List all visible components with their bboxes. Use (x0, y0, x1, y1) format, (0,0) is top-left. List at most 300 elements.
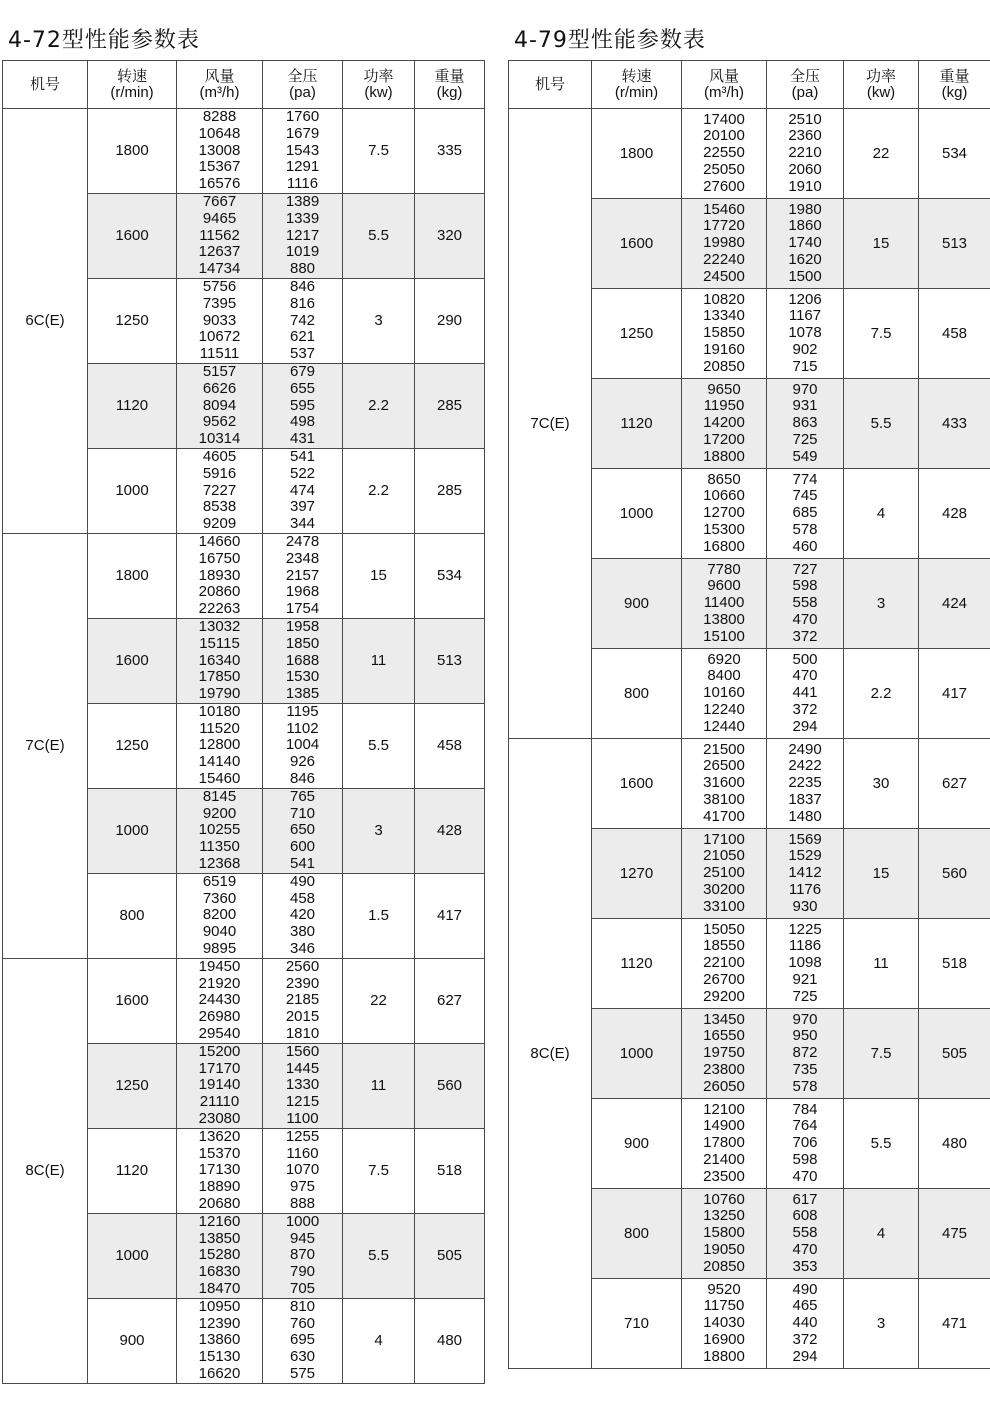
pressure-cell-value: 344 (289, 515, 316, 533)
flow-cell-value: 13250 (703, 1207, 745, 1225)
pressure-cell-value: 500 (792, 650, 818, 668)
speed-cell: 1000 (88, 788, 177, 873)
pressure-cell (767, 559, 844, 649)
flow-cell-value: 6920 (707, 650, 741, 668)
pressure-cell-value: 1445 (285, 1059, 320, 1077)
pressure-cell-value: 2510 (788, 110, 822, 128)
pressure-cell-value: 600 (289, 838, 316, 856)
table-row (3, 958, 485, 1043)
speed-cell: 1000 (88, 1213, 177, 1298)
pressure-cell-value: 372 (792, 627, 818, 645)
pressure-cell-value: 2060 (788, 160, 822, 178)
pressure-cell-value: 888 (289, 1195, 316, 1212)
flow-cell-value: 22240 (703, 250, 745, 268)
header-row (3, 61, 485, 109)
flow-cell-value: 17720 (703, 217, 745, 235)
pressure-cell-value: 1176 (788, 880, 822, 898)
weight-cell: 505 (415, 1213, 485, 1298)
speed-cell: 900 (88, 1298, 177, 1383)
col-header-weight: 重量 (kg) (415, 61, 485, 109)
pressure-cell (263, 703, 343, 788)
flow-cell-value: 18930 (198, 566, 241, 584)
flow-cell-value: 12440 (703, 717, 745, 735)
flow-cell-value: 8650 (707, 470, 741, 488)
flow-cell-value: 33100 (703, 897, 745, 915)
pressure-cell-value: 1412 (788, 864, 822, 882)
weight-cell: 285 (415, 448, 485, 533)
pressure-cell-value: 470 (792, 667, 818, 685)
weight-cell: 627 (415, 958, 485, 1043)
flow-cell-value: 15050 (703, 920, 745, 938)
power-cell: 7.5 (844, 289, 919, 379)
power-cell: 15 (343, 533, 415, 618)
pressure-cell-value: 578 (792, 520, 818, 538)
flow-cell-value: 19980 (703, 234, 745, 252)
flow-cell-value: 18470 (198, 1279, 241, 1297)
weight-cell: 290 (415, 278, 485, 363)
weight-cell: 475 (919, 1189, 990, 1279)
speed-cell: 1120 (88, 363, 177, 448)
flow-cell-value: 14660 (198, 533, 241, 550)
flow-cell-value: 23080 (198, 1110, 241, 1128)
flow-cell-value: 4605 (202, 448, 237, 465)
flow-cell-value: 20860 (198, 583, 241, 601)
flow-cell-value: 9895 (202, 940, 237, 958)
power-cell: 11 (343, 1043, 415, 1128)
flow-cell (682, 739, 767, 829)
pressure-cell-value: 537 (289, 345, 316, 363)
pressure-cell-value: 2560 (285, 958, 320, 975)
flow-cell-value: 12160 (198, 1213, 241, 1230)
pressure-cell-value: 294 (792, 717, 818, 735)
speed-cell: 1000 (592, 1009, 682, 1099)
flow-cell-value: 10255 (198, 821, 241, 839)
pressure-cell-value: 846 (289, 770, 316, 788)
flow-cell-value: 23800 (703, 1060, 745, 1078)
flow-cell-value: 9209 (202, 515, 237, 533)
pressure-cell-value: 705 (289, 1279, 316, 1297)
pressure-cell (263, 109, 343, 194)
flow-cell-value: 16550 (703, 1027, 745, 1045)
weight-cell: 480 (415, 1298, 485, 1383)
speed-cell: 1800 (88, 109, 177, 194)
flow-cell-value: 12390 (198, 1314, 241, 1332)
flow-cell-value: 9520 (707, 1280, 741, 1298)
pressure-cell-value: 679 (289, 363, 316, 380)
pressure-cell-value: 598 (792, 577, 818, 595)
weight-cell: 458 (415, 703, 485, 788)
flow-cell-value: 7667 (202, 193, 237, 210)
flow-cell-value: 14140 (198, 753, 241, 771)
power-cell: 5.5 (844, 1099, 919, 1189)
flow-cell-value: 24430 (198, 991, 241, 1009)
table-row (3, 109, 485, 194)
pressure-cell (767, 1189, 844, 1279)
pressure-cell-value: 522 (289, 464, 316, 482)
flow-cell-value: 41700 (703, 807, 745, 825)
weight-cell: 513 (919, 199, 990, 289)
flow-cell-value: 7227 (202, 481, 237, 499)
flow-cell-value: 25100 (703, 864, 745, 882)
model-cell: 8C(E) (509, 739, 592, 1369)
pressure-cell-value: 1291 (285, 158, 320, 176)
flow-cell (177, 533, 263, 618)
weight-cell: 534 (919, 109, 990, 199)
pressure-cell-value: 870 (289, 1246, 316, 1264)
flow-cell-value: 16340 (198, 651, 241, 669)
pressure-cell-value: 945 (289, 1229, 316, 1247)
flow-cell-value: 26980 (198, 1008, 241, 1026)
flow-cell (682, 1279, 767, 1369)
power-cell: 4 (343, 1298, 415, 1383)
flow-cell-value: 10648 (198, 124, 241, 142)
flow-cell (177, 363, 263, 448)
speed-cell: 1000 (592, 469, 682, 559)
flow-cell (177, 788, 263, 873)
flow-cell-value: 10760 (703, 1190, 745, 1208)
flow-cell-value: 30200 (703, 880, 745, 898)
flow-cell (177, 1128, 263, 1213)
flow-cell-value: 8400 (707, 667, 741, 685)
flow-cell-value: 19140 (198, 1076, 241, 1094)
col-header-pressure: 全压 (pa) (263, 61, 343, 109)
flow-cell (177, 1298, 263, 1383)
weight-cell: 428 (415, 788, 485, 873)
flow-cell-value: 15115 (199, 634, 240, 652)
flow-cell-value: 12800 (198, 736, 241, 754)
flow-cell-value: 9600 (707, 577, 741, 595)
pressure-cell (767, 1099, 844, 1189)
pressure-cell-value: 902 (792, 340, 818, 358)
pressure-cell-value: 1860 (788, 217, 822, 235)
speed-cell: 710 (592, 1279, 682, 1369)
power-cell: 22 (844, 109, 919, 199)
flow-cell-value: 18550 (703, 937, 745, 955)
flow-cell-value: 25050 (703, 160, 745, 178)
pressure-cell-value: 725 (792, 987, 818, 1005)
pressure-cell-value: 458 (289, 889, 316, 907)
speed-cell: 1120 (592, 919, 682, 1009)
pressure-cell-value: 1100 (286, 1110, 319, 1128)
table-title: 4-72型性能参数表 (8, 28, 200, 53)
pressure-cell-value: 372 (792, 1330, 818, 1348)
pressure-cell-value: 810 (289, 1298, 316, 1315)
pressure-cell-value: 1004 (285, 736, 320, 754)
weight-cell: 424 (919, 559, 990, 649)
flow-cell-value: 14734 (198, 260, 241, 278)
col-header-pressure: 全压 (pa) (767, 61, 844, 109)
flow-cell-value: 11350 (199, 838, 240, 856)
pressure-cell-value: 2390 (285, 974, 320, 992)
pressure-cell-value: 441 (792, 684, 818, 702)
flow-cell-value: 9650 (707, 380, 741, 398)
weight-cell: 513 (415, 618, 485, 703)
flow-cell-value: 22263 (198, 600, 241, 618)
pressure-cell-value: 294 (792, 1347, 818, 1365)
flow-cell-value: 11562 (199, 226, 240, 244)
pressure-cell-value: 863 (792, 414, 818, 432)
pressure-cell-value: 1620 (788, 250, 822, 268)
col-header-power: 功率 (kw) (343, 61, 415, 109)
pressure-cell-value: 742 (289, 311, 316, 329)
pressure-cell-value: 1810 (285, 1025, 320, 1043)
pressure-cell-value: 498 (289, 413, 316, 431)
weight-cell: 458 (919, 289, 990, 379)
pressure-cell-value: 715 (792, 357, 818, 375)
power-cell: 2.2 (343, 363, 415, 448)
flow-cell-value: 12700 (703, 504, 745, 522)
pressure-cell-value: 816 (289, 294, 316, 312)
pressure-cell (767, 1009, 844, 1099)
flow-cell-value: 17100 (703, 830, 745, 848)
flow-cell-value: 12240 (703, 700, 745, 718)
pressure-cell-value: 1688 (285, 651, 320, 669)
flow-cell-value: 8145 (202, 788, 237, 805)
pressure-cell (767, 469, 844, 559)
flow-cell-value: 15130 (198, 1348, 241, 1366)
flow-cell (682, 919, 767, 1009)
power-cell: 5.5 (343, 703, 415, 788)
pressure-cell (263, 448, 343, 533)
flow-cell-value: 16900 (703, 1330, 745, 1348)
col-header-power: 功率 (kw) (844, 61, 919, 109)
flow-cell-value: 8094 (202, 396, 237, 414)
flow-cell-value: 10672 (198, 328, 241, 346)
pressure-cell-value: 1760 (285, 108, 320, 125)
pressure-cell-value: 926 (289, 753, 316, 771)
flow-cell-value: 21050 (703, 847, 745, 865)
pressure-cell-value: 790 (289, 1263, 316, 1281)
model-cell: 7C(E) (509, 109, 592, 739)
col-header-speed: 转速 (r/min) (88, 61, 177, 109)
flow-cell-value: 15367 (198, 158, 241, 176)
power-cell: 4 (844, 1189, 919, 1279)
pressure-cell-value: 760 (289, 1314, 316, 1332)
flow-cell-value: 11520 (199, 719, 240, 737)
table-body (3, 109, 485, 1384)
flow-cell-value: 20680 (198, 1195, 241, 1212)
pressure-cell-value: 1968 (285, 583, 320, 601)
weight-cell: 285 (415, 363, 485, 448)
flow-cell-value: 7780 (707, 560, 741, 578)
pressure-cell-value: 1000 (285, 1213, 320, 1230)
pressure-cell-value: 1740 (788, 234, 822, 252)
flow-cell-value: 19160 (703, 340, 745, 358)
weight-cell: 417 (919, 649, 990, 739)
model-cell: 8C(E) (3, 958, 88, 1383)
flow-cell-value: 10180 (198, 703, 241, 720)
pressure-cell-value: 950 (792, 1027, 818, 1045)
header-row (509, 61, 990, 109)
flow-cell-value: 13340 (703, 307, 745, 325)
flow-cell (177, 703, 263, 788)
flow-cell-value: 15800 (703, 1224, 745, 1242)
pressure-cell-value: 975 (289, 1178, 316, 1196)
flow-cell-value: 10950 (198, 1298, 241, 1315)
flow-cell-value: 15200 (198, 1043, 241, 1060)
flow-cell-value: 21110 (199, 1093, 240, 1111)
speed-cell: 1250 (88, 1043, 177, 1128)
pressure-cell-value: 541 (289, 448, 316, 465)
pressure-cell (767, 199, 844, 289)
flow-cell (682, 289, 767, 379)
pressure-cell-value: 470 (792, 1167, 818, 1185)
power-cell: 30 (844, 739, 919, 829)
weight-cell: 627 (919, 739, 990, 829)
flow-cell-value: 10160 (703, 684, 745, 702)
pressure-cell (263, 618, 343, 703)
flow-cell (682, 1009, 767, 1099)
power-cell: 3 (844, 559, 919, 649)
speed-cell: 1250 (88, 703, 177, 788)
flow-cell-value: 15300 (703, 520, 745, 538)
pressure-cell-value: 685 (792, 504, 818, 522)
speed-cell: 800 (592, 649, 682, 739)
spec-table-4-79 (508, 60, 990, 1369)
flow-cell (682, 469, 767, 559)
pressure-cell (263, 788, 343, 873)
flow-cell (177, 278, 263, 363)
col-header-speed: 转速 (r/min) (592, 61, 682, 109)
speed-cell: 1600 (88, 618, 177, 703)
pressure-cell-value: 1255 (285, 1128, 320, 1145)
pressure-cell-value: 872 (792, 1044, 818, 1062)
flow-cell (177, 448, 263, 533)
model-cell: 7C(E) (3, 533, 88, 958)
flow-cell (177, 1043, 263, 1128)
pressure-cell-value: 2478 (285, 533, 320, 550)
pressure-cell (767, 919, 844, 1009)
flow-cell-value: 18890 (198, 1178, 241, 1196)
power-cell: 4 (844, 469, 919, 559)
pressure-cell-value: 710 (289, 804, 316, 822)
pressure-cell-value: 474 (289, 481, 316, 499)
flow-cell-value: 11950 (703, 397, 745, 415)
flow-cell-value: 11750 (703, 1297, 745, 1315)
pressure-cell-value: 1754 (285, 600, 320, 618)
pressure-cell-value: 595 (289, 396, 316, 414)
flow-cell-value: 22100 (703, 954, 745, 972)
pressure-cell-value: 420 (289, 906, 316, 924)
pressure-cell-value: 1070 (285, 1161, 320, 1179)
flow-cell-value: 16576 (198, 175, 241, 193)
pressure-cell-value: 558 (792, 1224, 818, 1242)
weight-cell: 335 (415, 109, 485, 194)
flow-cell-value: 22550 (703, 144, 745, 162)
weight-cell: 480 (919, 1099, 990, 1189)
pressure-cell-value: 440 (792, 1314, 818, 1332)
pressure-cell-value: 970 (792, 380, 818, 398)
flow-cell-value: 27600 (703, 177, 745, 195)
power-cell: 3 (844, 1279, 919, 1369)
pressure-cell-value: 346 (289, 940, 316, 958)
pressure-cell-value: 1330 (285, 1076, 320, 1094)
speed-cell: 1600 (88, 958, 177, 1043)
power-cell: 5.5 (343, 193, 415, 278)
pressure-cell-value: 745 (792, 487, 818, 505)
flow-cell-value: 20850 (703, 357, 745, 375)
pressure-cell-value: 1098 (788, 954, 822, 972)
pressure-cell (263, 1213, 343, 1298)
flow-cell (682, 649, 767, 739)
pressure-cell-value: 549 (792, 447, 818, 465)
pressure-cell-value: 2348 (285, 549, 320, 567)
speed-cell: 900 (592, 1099, 682, 1189)
flow-cell (177, 1213, 263, 1298)
table-row (509, 739, 990, 829)
flow-cell-value: 11511 (199, 345, 240, 363)
pressure-cell (263, 278, 343, 363)
speed-cell: 1800 (592, 109, 682, 199)
flow-cell-value: 5916 (202, 464, 237, 482)
pressure-cell-value: 2157 (285, 566, 320, 584)
speed-cell: 1000 (88, 448, 177, 533)
flow-cell-value: 20100 (703, 127, 745, 145)
pressure-cell-value: 1102 (286, 719, 319, 737)
pressure-cell-value: 465 (792, 1297, 818, 1315)
speed-cell: 1250 (592, 289, 682, 379)
pressure-cell (263, 873, 343, 958)
weight-cell: 417 (415, 873, 485, 958)
weight-cell: 560 (415, 1043, 485, 1128)
flow-cell-value: 21400 (703, 1150, 745, 1168)
speed-cell: 1270 (592, 829, 682, 919)
table-row (509, 109, 990, 199)
pressure-cell (263, 193, 343, 278)
weight-cell: 505 (919, 1009, 990, 1099)
pressure-cell-value: 1019 (285, 243, 320, 261)
pressure-cell-value: 1116 (286, 175, 319, 193)
flow-cell-value: 8200 (202, 906, 237, 924)
pressure-cell-value: 1529 (788, 847, 822, 865)
speed-cell: 1600 (592, 199, 682, 289)
pressure-cell-value: 2422 (788, 757, 822, 775)
flow-cell-value: 20850 (703, 1257, 745, 1275)
flow-cell-value: 17400 (703, 110, 745, 128)
power-cell: 22 (343, 958, 415, 1043)
pressure-cell-value: 1980 (788, 200, 822, 218)
flow-cell-value: 9465 (202, 209, 237, 227)
flow-cell-value: 16800 (703, 537, 745, 555)
flow-cell-value: 29540 (198, 1025, 241, 1043)
table-body (509, 109, 990, 1369)
power-cell: 2.2 (343, 448, 415, 533)
pressure-cell-value: 2235 (788, 774, 822, 792)
power-cell: 11 (844, 919, 919, 1009)
speed-cell: 800 (592, 1189, 682, 1279)
flow-cell-value: 26700 (703, 970, 745, 988)
power-cell: 7.5 (343, 1128, 415, 1213)
flow-cell (177, 109, 263, 194)
pressure-cell-value: 460 (792, 537, 818, 555)
weight-cell: 560 (919, 829, 990, 919)
flow-cell (682, 559, 767, 649)
flow-cell-value: 13800 (703, 610, 745, 628)
power-cell: 3 (343, 278, 415, 363)
speed-cell: 900 (592, 559, 682, 649)
pressure-cell-value: 397 (289, 498, 316, 516)
pressure-cell (767, 829, 844, 919)
pressure-cell (767, 109, 844, 199)
flow-cell (177, 193, 263, 278)
col-header-weight: 重量 (kg) (919, 61, 990, 109)
pressure-cell-value: 431 (289, 430, 316, 448)
pressure-cell (767, 739, 844, 829)
flow-cell-value: 13860 (198, 1331, 241, 1349)
pressure-cell-value: 630 (289, 1348, 316, 1366)
power-cell: 15 (844, 199, 919, 289)
pressure-cell-value: 490 (289, 873, 316, 890)
